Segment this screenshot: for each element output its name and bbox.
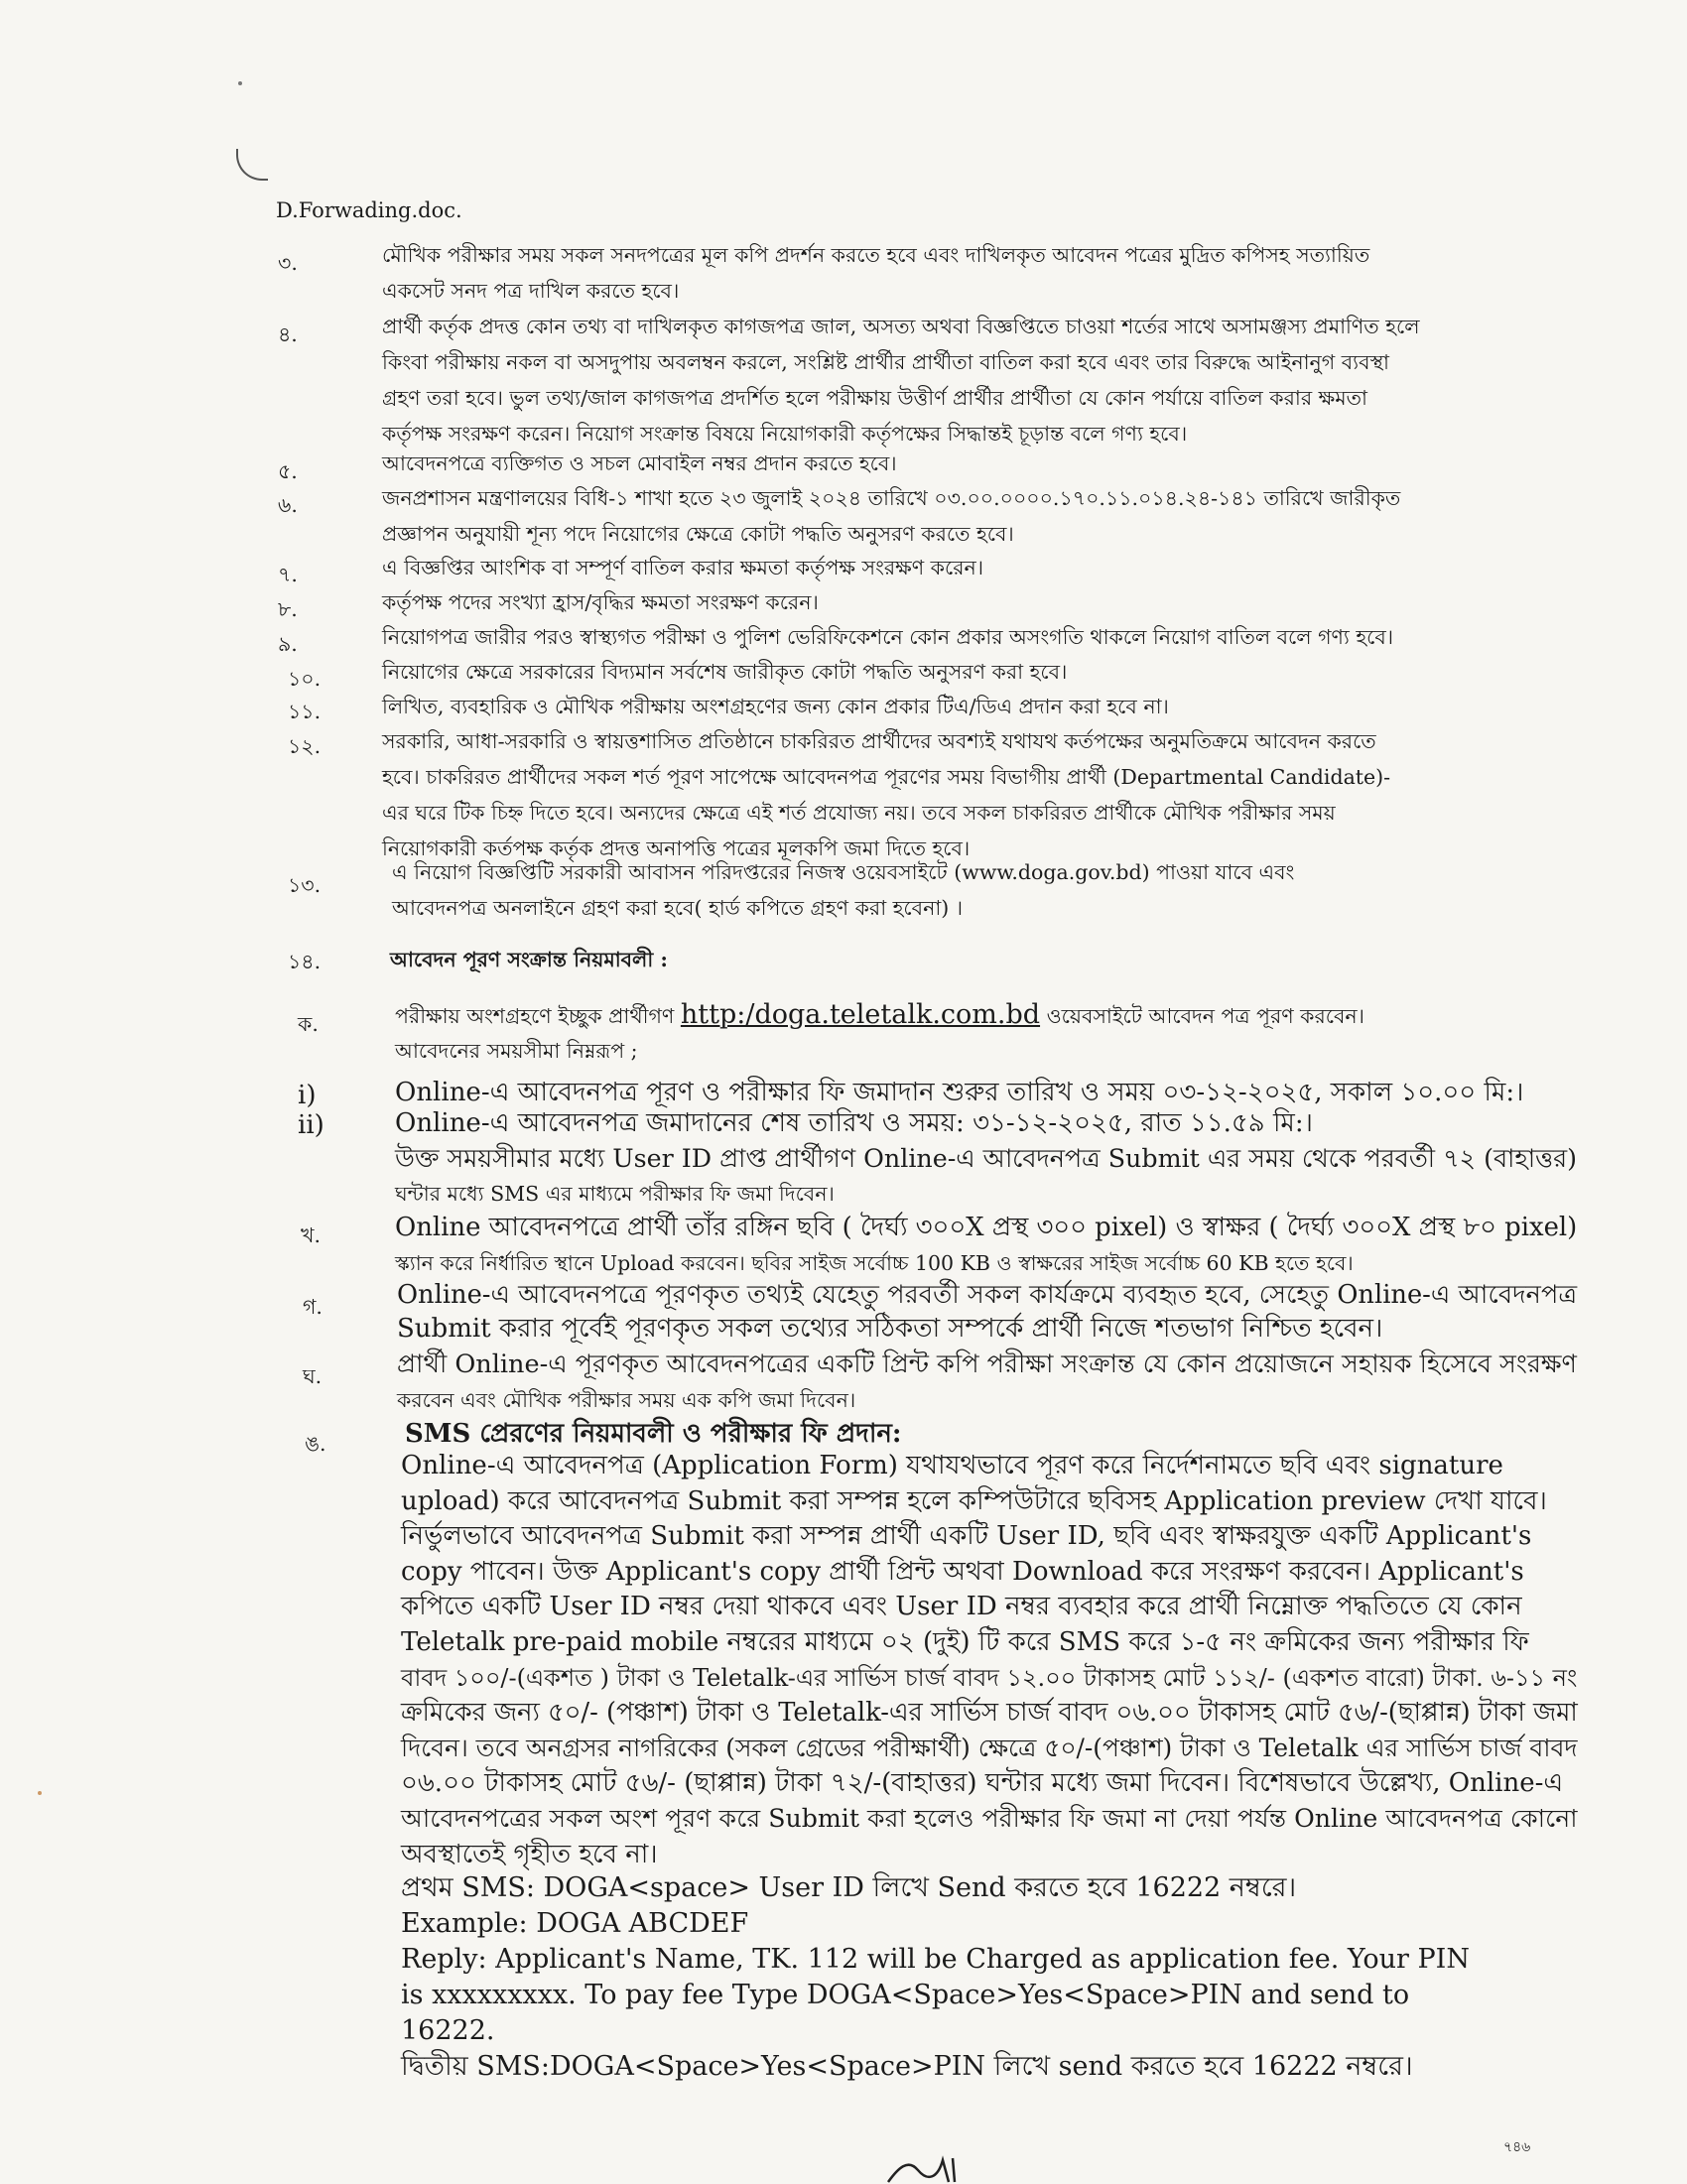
item-text-line: আবেদনপত্র অনলাইনে গ্রহণ করা হবে( হার্ড কপিতে গ্রহণ করা হবেনা) । xyxy=(392,896,964,920)
sms-rules-line: নির্ভুলভাবে আবেদনপত্র Submit করা সম্পন্ন প্রার্থী একটি User ID, ছবি এবং স্বাক্ষরযুক্ত একটি Applicant's xyxy=(401,1521,1532,1552)
sms-instruction-line: Example: DOGA ABCDEF xyxy=(401,1908,749,1939)
kha-line-1: Online আবেদনপত্রে প্রার্থী তাঁর রঙ্গিন ছবি ( দৈর্ঘ্য ৩০০X প্রস্থ ৩০০ pixel) ও স্বাক্ষর ( দৈর্ঘ্য ৩০০X প্রস্থ ৮০ pixel) xyxy=(395,1213,1578,1242)
item-number: ৬. xyxy=(278,493,298,517)
item-text-line: এর ঘরে টিক চিহ্ন দিতে হবে। অন্যদের ক্ষেত্রে এই শর্ত প্রযোজ্য নয়। তবে সকল চাকরিরত প্রার্থীকে মৌখিক পরীক্ষার সময় xyxy=(382,801,1336,825)
sms-rules-line: আবেদনপত্রের সকল অংশ পূরণ করে Submit করা হলেও পরীক্ষার ফি জমা না দেয়া পর্যন্ত Online আবেদনপত্র কোনো xyxy=(401,1804,1578,1833)
page-number: ৭৪৬ xyxy=(1503,2139,1531,2155)
item-number: ঙ. xyxy=(305,1432,326,1456)
item-number: ৩. xyxy=(278,251,298,275)
sms-instruction-line: দ্বিতীয় SMS:DOGA<Space>Yes<Space>PIN লিখে send করতে হবে 16222 নম্বরে। xyxy=(401,2051,1413,2082)
sms-rules-line: ক্রমিকের জন্য ৫০/- (পঞ্চাশ) টাকা ও Teletalk-এর সার্ভিস চার্জ বাবদ ০৬.০০ টাকাসহ মোট ৫৬/-(ছাপ্পান্ন) টাকা জমা xyxy=(401,1698,1578,1729)
item-text-line: নিয়োগপত্র জারীর পরও স্বাস্থ্যগত পরীক্ষা ও পুলিশ ভেরিফিকেশনে কোন প্রকার অসংগতি থাকলে নিয়োগ বাতিল বলে গণ্য হবে। xyxy=(382,625,1394,649)
item-number: ১৪. xyxy=(288,950,322,973)
sms-rules-line: Online-এ আবেদনপত্র (Application Form) যথাযথভাবে পূরণ করে নির্দেশনামতে ছবি এবং signature xyxy=(401,1451,1503,1480)
ka-line xyxy=(395,998,1364,1033)
gha-line-1: প্রার্থী Online-এ পূরণকৃত আবেদনপত্রের একটি প্রিন্ট কপি পরীক্ষা সংক্রান্ত যে কোন প্রয়োজনে সহায়ক হিসেবে সংরক্ষণ xyxy=(397,1349,1577,1379)
item-text-line: প্রার্থী কর্তৃক প্রদত্ত কোন তথ্য বা দাখিলকৃত কাগজপত্র জাল, অসত্য অথবা বিজ্ঞপ্তিতে চাওয়া শর্তের সাথে অসামঞ্জস্য প্রমাণিত হলে xyxy=(382,315,1420,338)
item-text-line: নিয়োগকারী কর্তপক্ষ কর্তৃক প্রদত্ত অনাপত্তি পত্রের মূলকপি জমা দিতে হবে। xyxy=(382,836,971,860)
item-number: i) xyxy=(298,1081,317,1110)
scan-speck xyxy=(238,81,242,85)
sms-instruction-line: is xxxxxxxxx. To pay fee Type DOGA<Space>Yes<Space>PIN and send to xyxy=(401,1980,1410,2010)
item-number: ১০. xyxy=(288,667,322,691)
sms-heading: SMS প্রেরণের নিয়মাবলী ও পরীক্ষার ফি প্রদান: xyxy=(405,1419,902,1449)
item-text-line: প্রজ্ঞাপন অনুযায়ী শূন্য পদে নিয়োগের ক্ষেত্রে কোটা পদ্ধতি অনুসরণ করতে হবে। xyxy=(382,522,1014,546)
sms-instructions xyxy=(401,1870,1552,2085)
item-text-line: এ বিজ্ঞপ্তির আংশিক বা সম্পূর্ণ বাতিল করার ক্ষমতা কর্তৃপক্ষ সংরক্ষণ করেন। xyxy=(382,556,984,579)
kha-line-2: স্ক্যান করে নির্ধারিত স্থানে Upload করবেন। ছবির সাইজ সর্বোচ্চ 100 KB ও স্বাক্ষরের সাইজ সর্বোচ্চ 60 KB হতে হবে। xyxy=(395,1251,1354,1275)
item-text-line: মৌখিক পরীক্ষার সময় সকল সনদপত্রের মূল কপি প্রদর্শন করতে হবে এবং দাখিলকৃত আবেদন পত্রের মুদ্রিত কপিসহ সত্যায়িত xyxy=(382,243,1370,267)
sms-instruction-line: প্রথম SMS: DOGA<space> User ID লিখে Send করতে হবে 16222 নম্বরে। xyxy=(401,1872,1297,1903)
item-number: ১৩. xyxy=(288,873,322,897)
ga-line-2: Submit করার পূর্বেই পূরণকৃত সকল তথ্যের সঠিকতা সম্পর্কে প্রার্থী নিজে শতভাগ নিশ্চিত হবেন। xyxy=(397,1314,1383,1344)
item-text-line: হবে। চাকরিরত প্রার্থীদের সকল শর্ত পূরণ সাপেক্ষে আবেদনপত্র পূরণের সময় বিভাগীয় প্রার্থী (Departmental Candidate)- xyxy=(382,765,1391,789)
application-url-link[interactable]: http:/doga.teletalk.com.bd xyxy=(680,999,1041,1030)
item-number: ৪. xyxy=(278,322,298,346)
item-text-line: নিয়োগের ক্ষেত্রে সরকারের বিদ্যমান সর্বশেষ জারীকৃত কোটা পদ্ধতি অনুসরণ করা হবে। xyxy=(382,660,1068,684)
ii-text: Online-এ আবেদনপত্র জমাদানের শেষ তারিখ ও সময়: ৩১-১২-২০২৫, রাত ১১.৫৯ মি:। xyxy=(395,1108,1313,1138)
item-number: ১১. xyxy=(288,700,322,723)
item-text-line: এ নিয়োগ বিজ্ঞপ্তিটি সরকারী আবাসন পরিদপ্তরের নিজস্ব ওয়েবসাইটে (www.doga.gov.bd) পাওয়া যাবে এবং xyxy=(392,860,1295,884)
sms-rules-line: বাবদ ১০০/-(একশত ) টাকা ও Teletalk-এর সার্ভিস চার্জ বাবদ ১২.০০ টাকাসহ মোট ১১২/- (একশত বারো) টাকা. ৬-১১ নং xyxy=(401,1663,1578,1692)
signature-mark xyxy=(883,2148,973,2184)
sms-rules-line: upload) করে আবেদনপত্র Submit করা সম্পন্ন হলে কম্পিউটারে ছবিসহ Application preview দেখা যাবে। xyxy=(401,1485,1547,1516)
sms-rules-line: copy পাবেন। উক্ত Applicant's copy প্রার্থী প্রিন্ট অথবা Download করে সংরক্ষণ করবেন। Applicant's xyxy=(401,1556,1524,1587)
item-number: গ. xyxy=(303,1295,323,1319)
ka-text-end: ওয়েবসাইটে আবেদন পত্র পূরণ করবেন। xyxy=(1046,1004,1364,1028)
file-name: D.Forwading.doc. xyxy=(276,198,462,222)
sms-instruction-line: Reply: Applicant's Name, TK. 112 will be Charged as application fee. Your PIN xyxy=(401,1944,1470,1975)
ii-line-2: উক্ত সময়সীমার মধ্যে User ID প্রাপ্ত প্রার্থীগণ Online-এ আবেদনপত্র Submit এর সময় থেকে পরবর্তী ৭২ (বাহাত্তর) xyxy=(395,1143,1577,1173)
ka-line-2: আবেদনের সময়সীমা নিম্নরূপ ; xyxy=(395,1039,638,1063)
item-text-line: জনপ্রশাসন মন্ত্রণালয়ের বিধি-১ শাখা হতে ২৩ জুলাই ২০২৪ তারিখে ০৩.০০.০০০০.১৭০.১১.০১৪.২৪-১৪১ তারিখে জারীকৃত xyxy=(382,486,1401,510)
sms-rules-line: ০৬.০০ টাকাসহ মোট ৫৬/- (ছাপ্পান্ন) টাকা ৭২/-(বাহাত্তর) ঘন্টার মধ্যে জমা দিবেন। বিশেষভাবে উল্লেখ্য, Online-এ xyxy=(401,1768,1564,1799)
item-text-line: কিংবা পরীক্ষায় নকল বা অসদুপায় অবলম্বন করলে, সংশ্লিষ্ট প্রার্থীর প্রার্থীতা বাতিল করা হবে এবং তার বিরুদ্ধে আইনানুগ ব্যবস্থা xyxy=(382,350,1390,374)
sms-instruction-line: 16222. xyxy=(401,2015,495,2046)
item-number: ৭. xyxy=(278,563,298,586)
item-number: ঘ. xyxy=(303,1364,323,1388)
item-text-line: গ্রহণ তরা হবে। ভুল তথ্য/জাল কাগজপত্র প্রদর্শিত হলে পরীক্ষায় উত্তীর্ণ প্রার্থীর প্রার্থীতা যে কোন পর্যায়ে বাতিল করার ক্ষমতা xyxy=(382,386,1367,410)
item-text-line: লিখিত, ব্যবহারিক ও মৌখিক পরীক্ষায় অংশগ্রহণের জন্য কোন প্রকার টিএ/ডিএ প্রদান করা হবে না। xyxy=(382,695,1169,718)
sms-rules-line: দিবেন। তবে অনগ্রসর নাগরিকের (সকল গ্রেডের পরীক্ষার্থী) ক্ষেত্রে ৫০/-(পঞ্চাশ) টাকা ও Teletalk এর সার্ভিস চার্জ বাবদ xyxy=(401,1733,1578,1762)
item-number: ৫. xyxy=(278,459,298,483)
scan-speck xyxy=(38,1791,42,1795)
item-text-line: একসেট সনদ পত্র দাখিল করতে হবে। xyxy=(382,279,680,303)
ii-line-3: ঘন্টার মধ্যে SMS এর মাধ্যমে পরীক্ষার ফি জমা দিবেন। xyxy=(395,1182,835,1206)
item-number: ii) xyxy=(298,1110,324,1140)
item-text-line: আবেদনপত্রে ব্যক্তিগত ও সচল মোবাইল নম্বর প্রদান করতে হবে। xyxy=(382,451,897,475)
section-heading: আবেদন পূরণ সংক্রান্ত নিয়মাবলী : xyxy=(390,948,668,971)
sms-rules-line: অবস্থাতেই গৃহীত হবে না। xyxy=(401,1839,658,1869)
sms-rules-line: Teletalk pre-paid mobile নম্বরের মাধ্যমে ০২ (দুই) টি করে SMS করে ১-৫ নং ক্রমিকের জন্য পরীক্ষার ফি xyxy=(401,1627,1529,1657)
item-number: ক. xyxy=(298,1012,319,1036)
ka-text: পরীক্ষায় অংশগ্রহণে ইচ্ছুক প্রার্থীগণ xyxy=(395,1004,675,1028)
sms-rules-line: কপিতে একটি User ID নম্বর দেয়া থাকবে এবং User ID নম্বর ব্যবহার করে প্রার্থী নিম্নোক্ত পদ্ধতিতে যে কোন xyxy=(401,1592,1522,1622)
item-number: ৮. xyxy=(278,597,298,621)
item-number: ৯. xyxy=(278,632,298,656)
item-text-line: কর্তৃপক্ষ সংরক্ষণ করেন। নিয়োগ সংক্রান্ত বিষয়ে নিয়োগকারী কর্তৃপক্ষের সিদ্ধান্তই চূড়ান্ত বলে গণ্য হবে। xyxy=(382,422,1188,446)
item-number: খ. xyxy=(301,1223,321,1247)
item-text-line: কর্তৃপক্ষ পদের সংখ্যা হ্রাস/বৃদ্ধির ক্ষমতা সংরক্ষণ করেন। xyxy=(382,590,819,614)
item-text-line: সরকারি, আধা-সরকারি ও স্বায়ত্তশাসিত প্রতিষ্ঠানে চাকরিরত প্রার্থীদের অবশ্যই যথাযথ কর্তপক্ষের অনুমতিক্রমে আবেদন করতে xyxy=(382,729,1376,753)
gha-line-2: করবেন এবং মৌখিক পরীক্ষার সময় এক কপি জমা দিবেন। xyxy=(397,1388,856,1412)
i-text: Online-এ আবেদনপত্র পূরণ ও পরীক্ষার ফি জমাদান শুরুর তারিখ ও সময় ০৩-১২-২০২৫, সকাল ১০.০০ মি:। xyxy=(395,1078,1524,1107)
item-number: ১২. xyxy=(288,734,322,758)
ga-line-1: Online-এ আবেদনপত্রে পূরণকৃত তথ্যই যেহেতু পরবর্তী সকল কার্যক্রমে ব্যবহৃত হবে, সেহেতু Online-এ আবেদনপত্র xyxy=(397,1280,1578,1310)
scan-mark xyxy=(236,149,268,181)
